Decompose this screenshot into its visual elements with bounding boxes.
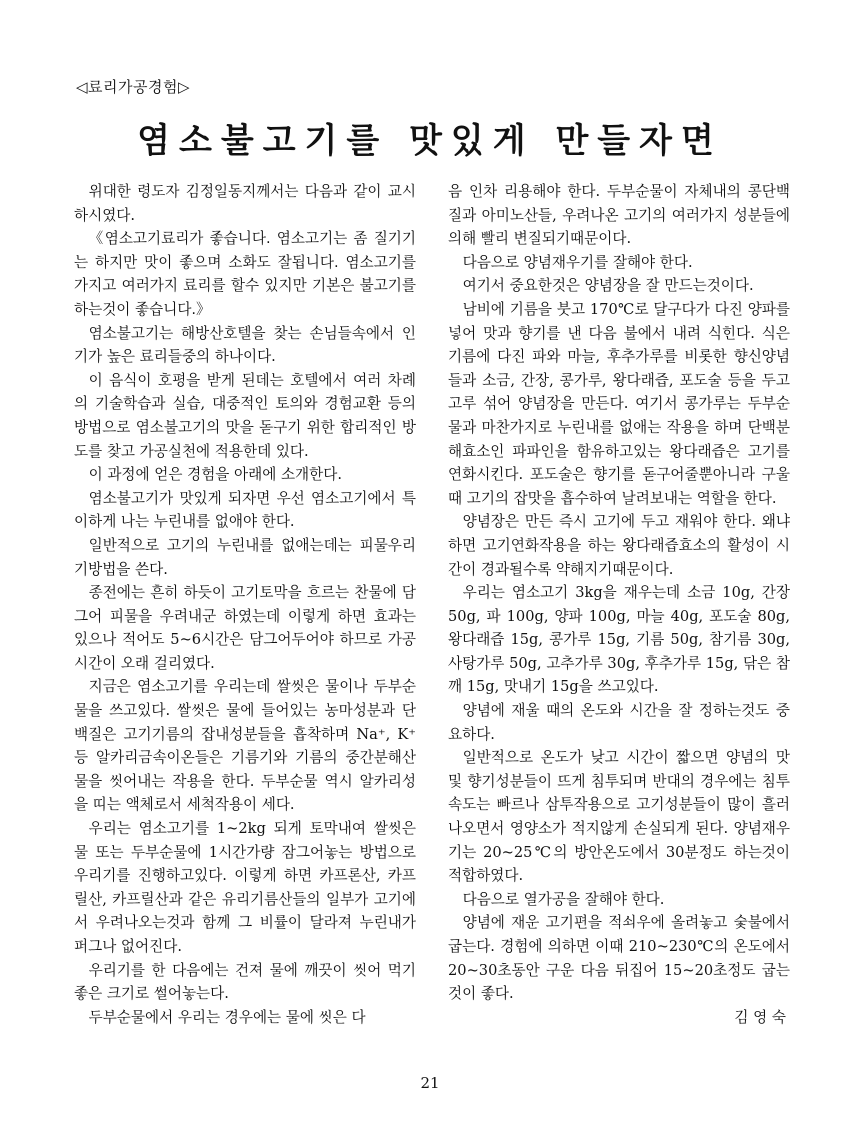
- page-number: 21: [420, 1074, 440, 1092]
- paragraph: 양념에 재울 때의 온도와 시간을 잘 정하는것도 중요하다.: [448, 702, 790, 743]
- paragraph: 일반적으로 온도가 낮고 시간이 짧으면 양념의 맛 및 향기성분들이 뜨게 침투되며 반대의 경우에는 침투속도는 빠르나 삼투작용으로 고기성분들이 많이 흘러나오면서 영양소가 적지않게 손실되게 된다. 양념재우기는 20~25℃의 방안온도에서 30분정도 하는것이 적합하였다.: [448, 749, 790, 885]
- paragraph: 종전에는 흔히 하듯이 고기토막을 흐르는 찬물에 담그어 피물을 우려내군 하였는데 이렇게 하면 효과는 있으나 적어도 5~6시간은 담그어두어야 하므로 가공시간이 오래 걸리였다.: [74, 584, 416, 672]
- paragraph: 두부순물에서 우리는 경우에는 물에 씻은 다: [88, 1008, 366, 1026]
- paragraph: 양념장은 만든 즉시 고기에 두고 재워야 한다. 왜냐하면 고기연화작용을 하는 왕다래즙효소의 활성이 시간이 경과될수록 약해지기때문이다.: [448, 513, 790, 578]
- paragraph: 이 과정에 얻은 경험을 아래에 소개한다.: [88, 466, 342, 484]
- paragraph: 염소불고기는 해방산호텔을 찾는 손님들속에서 인기가 높은 료리들중의 하나이다.: [74, 324, 416, 366]
- paragraph: 우리는 염소고기를 1~2kg 되게 토막내여 쌀씻은 물 또는 두부순물에 1시간가량 잠그어놓는 방법으로 우리기를 진행하고있다. 이렇게 하면 카프론산, 카프릴산, 카프릴산과 같은 유리기름산들의 일부가 고기에서 우려나오는것과 함께 그 비률이 달라져 누린내가 퍼그나 없어진다.: [74, 820, 416, 955]
- left-column: [74, 180, 416, 1029]
- section-tag: ◁료리가공경험▷: [76, 78, 191, 96]
- paragraph: 양념에 재운 고기편을 적쇠우에 올려놓고 숯불에서 굽는다. 경험에 의하면 이때 210~230℃의 온도에서 20~30초동안 구운 다음 뒤집어 15~20초정도 굽는것이 좋다.: [448, 914, 790, 1003]
- paragraph: 일반적으로 고기의 누린내를 없애는데는 피물우리기방법을 쓴다.: [74, 536, 416, 578]
- paragraph: 남비에 기름을 붓고 170℃로 달구다가 다진 양파를 넣어 맛과 향기를 낸 다음 불에서 내려 식힌다. 식은 기름에 다진 파와 마늘, 후추가루를 비롯한 향신양념들과 소금, 간장, 콩가루, 왕다래즙, 포도술 등을 두고 고루 섞어 양념장을 만든다. 여기서 콩가루는 두부순물과 마찬가지로 누린내를 없애는 작용을 하며 단백분해효소인 파파인을 함유하고있는 왕다래즙은 고기를 연화시킨다. 포도술은 향기를 돋구어줄뿐아니라 구울 때 고기의 잡맛을 흡수하여 날려보내는 역할을 한다.: [448, 300, 790, 507]
- paragraph: 음 인차 리용해야 한다. 두부순물이 자체내의 콩단백질과 아미노산들, 우려나온 고기의 여러가지 성분들에 의해 빨리 변질되기때문이다.: [448, 183, 790, 248]
- paragraph: 위대한 령도자 김정일동지께서는 다음과 같이 교시하시였다.: [74, 183, 416, 224]
- paragraph: 이 음식이 호평을 받게 된데는 호텔에서 여러 차례의 기술학습과 실습, 대중적인 토의와 경험교환 등의 방법으로 염소불고기의 맛을 돋구기 위한 합리적인 방도를 찾고 가공실천에 적용한데 있다.: [74, 371, 416, 460]
- article-title: 염소불고기를 맛있게 만들자면: [137, 121, 723, 161]
- paragraph: 우리기를 한 다음에는 건져 물에 깨끗이 씻어 먹기 좋은 크기로 썰어놓는다.: [74, 961, 416, 1003]
- paragraph: 우리는 염소고기 3kg을 재우는데 소금 10g, 간장 50g, 파 100g, 양파 100g, 마늘 40g, 포도술 80g, 왕다래즙 15g, 콩가루 15g, 기름 50g, 참기름 30g, 사탕가루 50g, 고추가루 30g, 후추가루 15g, 닦은 참깨 15g, 맛내기 15g을 쓰고있다.: [448, 584, 790, 696]
- author-signature: 김 영 숙: [734, 1008, 786, 1026]
- paragraph: 염소불고기가 맛있게 되자면 우선 염소고기에서 특이하게 나는 누린내를 없애야 한다.: [74, 489, 416, 531]
- paragraph: 여기서 중요한것은 양념장을 잘 만드는것이다.: [462, 277, 754, 295]
- paragraph: 다음으로 양념재우기를 잘해야 한다.: [462, 253, 693, 271]
- paragraph: 지금은 염소고기를 우리는데 쌀씻은 물이나 두부순물을 쓰고있다. 쌀씻은 물에 들어있는 농마성분과 단백질은 고기기름의 잡내성분들을 흡착하며 Na⁺, K⁺ 등 알카리금속이온들은 기름기와 기름의 중간분해산물을 씻어내는 작용을 한다. 두부순물 역시 알카리성을 띠는 액체로서 세척작용이 세다.: [74, 678, 416, 814]
- paragraph: 다음으로 열가공을 잘해야 한다.: [462, 890, 665, 908]
- right-column: [448, 180, 790, 1029]
- quote-paragraph: 《염소고기료리가 좋습니다. 염소고기는 좀 질기기는 하지만 맛이 좋으며 소화도 잘됩니다. 염소고기를 가지고 여러가지 료리를 할수 있지만 기본은 불고기를 하는것이 좋습니다.》: [74, 230, 416, 318]
